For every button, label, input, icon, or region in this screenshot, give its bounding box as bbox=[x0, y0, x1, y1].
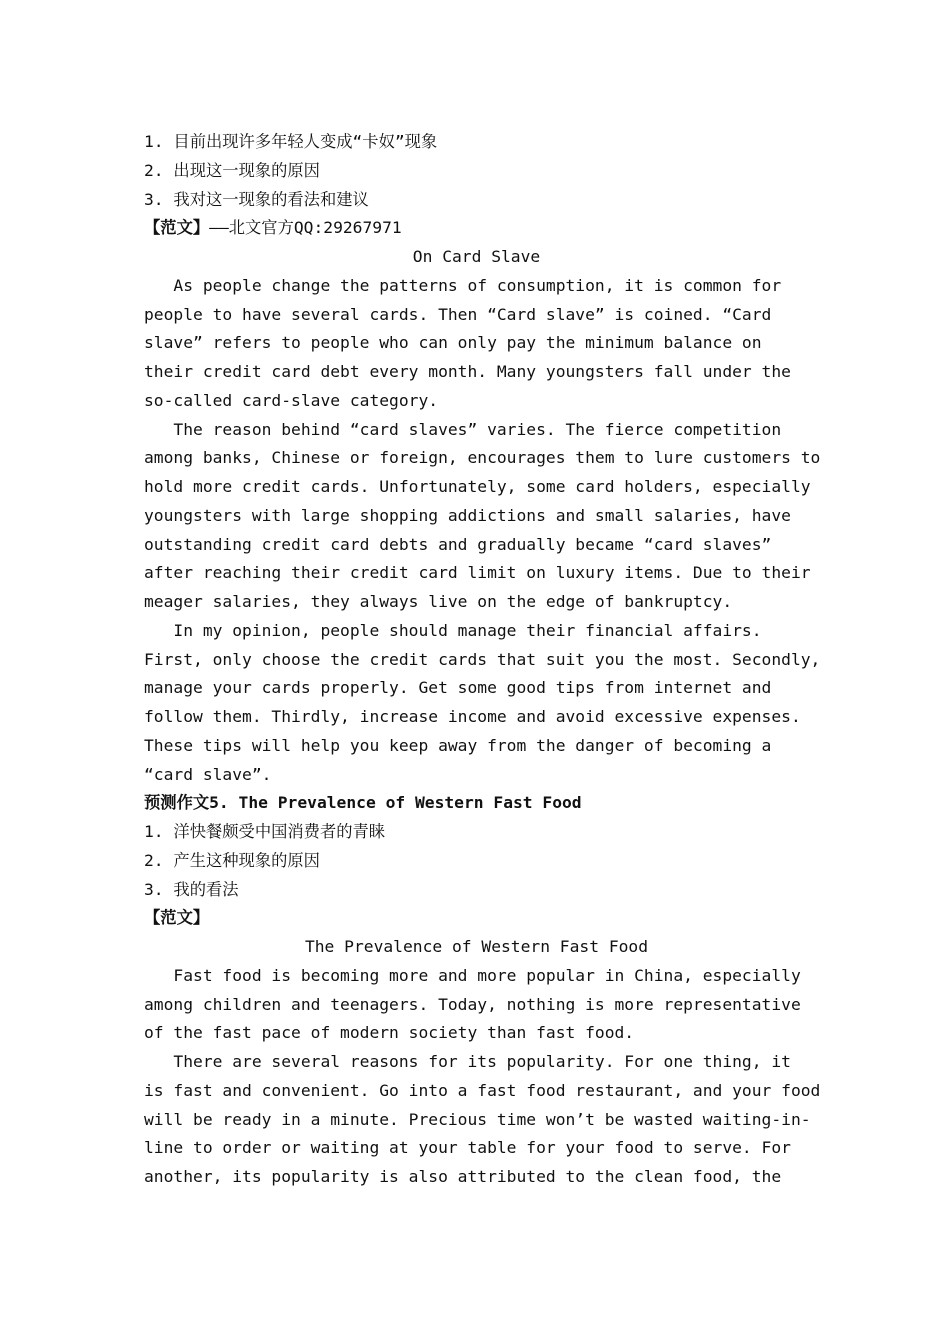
sample-essay-label: 【范文】 bbox=[144, 218, 210, 238]
essay-line: As people change the patterns of consumption, it is common for bbox=[144, 275, 782, 295]
essay-line: youngsters with large shopping addictions and small salaries, have bbox=[144, 505, 791, 525]
essay-line: These tips will help you keep away from the danger of becoming a bbox=[144, 735, 772, 755]
essay-line: their credit card debt every month. Many youngsters fall under the bbox=[144, 362, 791, 381]
essay-line: follow them. Thirdly, increase income and avoid excessive expenses. bbox=[144, 707, 801, 726]
essay-title: The Prevalence of Western Fast Food bbox=[304, 937, 649, 956]
sample-essay-label: 【范文】 bbox=[144, 908, 210, 928]
essay-line: people to have several cards. Then “Card slave” is coined. “Card bbox=[144, 304, 772, 324]
outline-point-3: 3. 我的看法 bbox=[144, 879, 239, 899]
outline-point-3: 3. 我对这一现象的看法和建议 bbox=[144, 189, 369, 209]
essay-line: among children and teenagers. Today, nothing is more representative bbox=[144, 994, 801, 1014]
essay-line: so-called card-slave category. bbox=[144, 390, 439, 410]
document-page bbox=[144, 128, 821, 1192]
essay-line: In my opinion, people should manage their financial affairs. bbox=[144, 620, 762, 640]
outline-point-2: 2. 出现这一现象的原因 bbox=[144, 160, 320, 180]
essay-line: will be ready in a minute. Precious time won’t be wasted waiting-in- bbox=[144, 1109, 811, 1129]
outline-point-1: 1. 目前出现许多年轻人变成“卡奴”现象 bbox=[144, 132, 438, 151]
essay-line: meager salaries, they always live on the edge of bankruptcy. bbox=[144, 592, 733, 611]
essay-line: among banks, Chinese or foreign, encourages them to lure customers to bbox=[144, 448, 821, 468]
essay-line: The reason behind “card slaves” varies. The fierce competition bbox=[144, 419, 782, 439]
sample-essay-source: ——北文官方QQ:29267971 bbox=[209, 218, 402, 238]
essay-line: another, its popularity is also attributed to the clean food, the bbox=[144, 1167, 782, 1186]
essay-line: hold more credit cards. Unfortunately, some card holders, especially bbox=[144, 477, 811, 496]
essay-line: Fast food is becoming more and more popular in China, especially bbox=[144, 965, 801, 985]
essay-title: On Card Slave bbox=[412, 247, 541, 266]
essay-line: manage your cards properly. Get some good tips from internet and bbox=[144, 678, 772, 698]
essay-line: First, only choose the credit cards that suit you the most. Secondly, bbox=[144, 649, 821, 669]
essay-line: is fast and convenient. Go into a fast food restaurant, and your food bbox=[144, 1080, 821, 1100]
essay-line: “card slave”. bbox=[144, 764, 272, 784]
outline-point-2: 2. 产生这种现象的原因 bbox=[144, 850, 320, 870]
essay-line: There are several reasons for its popularity. For one thing, it bbox=[144, 1052, 791, 1071]
essay-line: slave” refers to people who can only pay the minimum balance on bbox=[144, 333, 762, 353]
sample-essay-label-row bbox=[144, 214, 809, 243]
essay-line: of the fast pace of modern society than fast food. bbox=[144, 1023, 635, 1043]
essay-line: outstanding credit card debts and gradually became “card slaves” bbox=[144, 534, 772, 554]
essay-line: line to order or waiting at your table for your food to serve. For bbox=[144, 1138, 791, 1158]
essay-line: after reaching their credit card limit on luxury items. Due to their bbox=[144, 563, 811, 583]
outline-point-1: 1. 洋快餐颇受中国消费者的青睐 bbox=[144, 822, 386, 841]
prediction-heading: 预测作文5. The Prevalence of Western Fast Food bbox=[144, 793, 582, 813]
